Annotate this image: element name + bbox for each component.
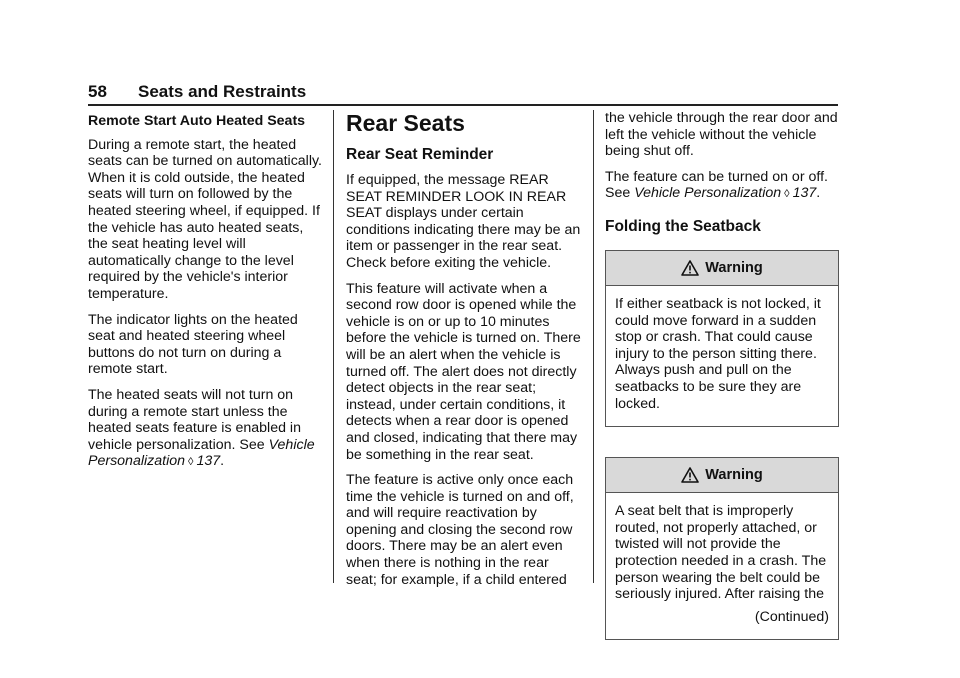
warning-text: A seat belt that is improperly routed, not properly attached, or twisted will not provide the protection needed in a crash. The person wearing the belt could be seriously injured. After raising the [615,503,827,603]
paragraph-text: The heated seats will not turn on during a remote start unless the heated seats feature is enabled in vehicle personalization. See [88,386,301,453]
reminder-paragraph-1: If equipped, the message REAR SEAT REMINDER LOOK IN REAR SEAT displays under certain conditions indicating there may be an item or passenger in the rear seat. Check before exiting the vehicle. [346,172,581,271]
page-ref-arrow-icon: ◊ [188,456,194,469]
rear-seats-title: Rear Seats [346,110,465,136]
paragraph-text: The feature can be turned on or off. See [605,168,828,202]
reminder-paragraph-5 [605,169,841,203]
page-number: 58 [88,82,107,101]
reminder-paragraph-4: the vehicle through the rear door and left the vehicle without the vehicle being shut off. [605,110,838,160]
page-header [88,82,838,106]
page-reference[interactable]: 137 [792,185,817,202]
warning-triangle-icon [681,467,699,483]
warning-body-2 [606,493,838,639]
page-ref-arrow-icon: ◊ [784,188,790,201]
warning-body: If either seatback is not locked, it could move forward in a sudden stop or crash. That could cause injury to the person sitting there. Always push and pull on the seatbacks to be sure they are locked. [615,295,821,412]
sentence-end: . [220,453,225,470]
warning-label: Warning [705,466,763,483]
column-left [88,113,324,480]
remote-start-heading: Remote Start Auto Heated Seats [88,113,306,129]
column-middle [346,110,582,597]
section-title: Seats and Restraints [138,82,307,101]
warning-triangle-icon [681,260,699,276]
continued-label: (Continued) [754,608,829,625]
reminder-paragraph-3: The feature is active only once each time the vehicle is turned on and off, and will require reactivation by opening and closing the second row doors. There may be an alert even when there is nothing in the rear seat; for example, if a child entered [346,472,574,588]
warning-header [606,458,838,493]
cross-reference-link[interactable]: Vehicle Personalization [88,436,315,470]
warning-label: Warning [705,259,763,276]
reminder-paragraph-2: This feature will activate when a second row door is opened while the vehicle is on or up to 10 minutes before the vehicle is turned on. There will be an alert when the vehicle is turned off. The alert does not directly detect objects in the rear seat; instead, under certain conditions, it detects when a rear door is opened and closed, indicating that there may be something in the rear seat. [346,280,581,463]
warning-box-1 [605,250,839,427]
page-reference[interactable]: 137 [196,453,221,470]
remote-start-paragraph-2: The indicator lights on the heated seat and heated steering wheel buttons do not turn on during a remote start. [88,311,298,378]
warning-header [606,251,838,286]
column-divider-right [593,110,594,583]
cross-reference-link[interactable]: Vehicle Personalization [634,185,782,202]
column-right [605,110,841,640]
column-divider-left [333,110,334,583]
rear-seat-reminder-heading: Rear Seat Reminder [346,146,494,163]
remote-start-paragraph-3 [88,387,324,471]
warning-box-2 [605,457,839,640]
sentence-end: . [816,185,821,202]
remote-start-paragraph-1: During a remote start, the heated seats can be turned on automatically. When it is cold outside, the heated seats will turn on followed by the heated steering wheel, if equipped. If the vehicle has auto heated seats, the seat heating level will automatically change to the level required by the vehicle's interior temperature. [88,136,322,302]
folding-seatback-heading: Folding the Seatback [605,217,761,235]
